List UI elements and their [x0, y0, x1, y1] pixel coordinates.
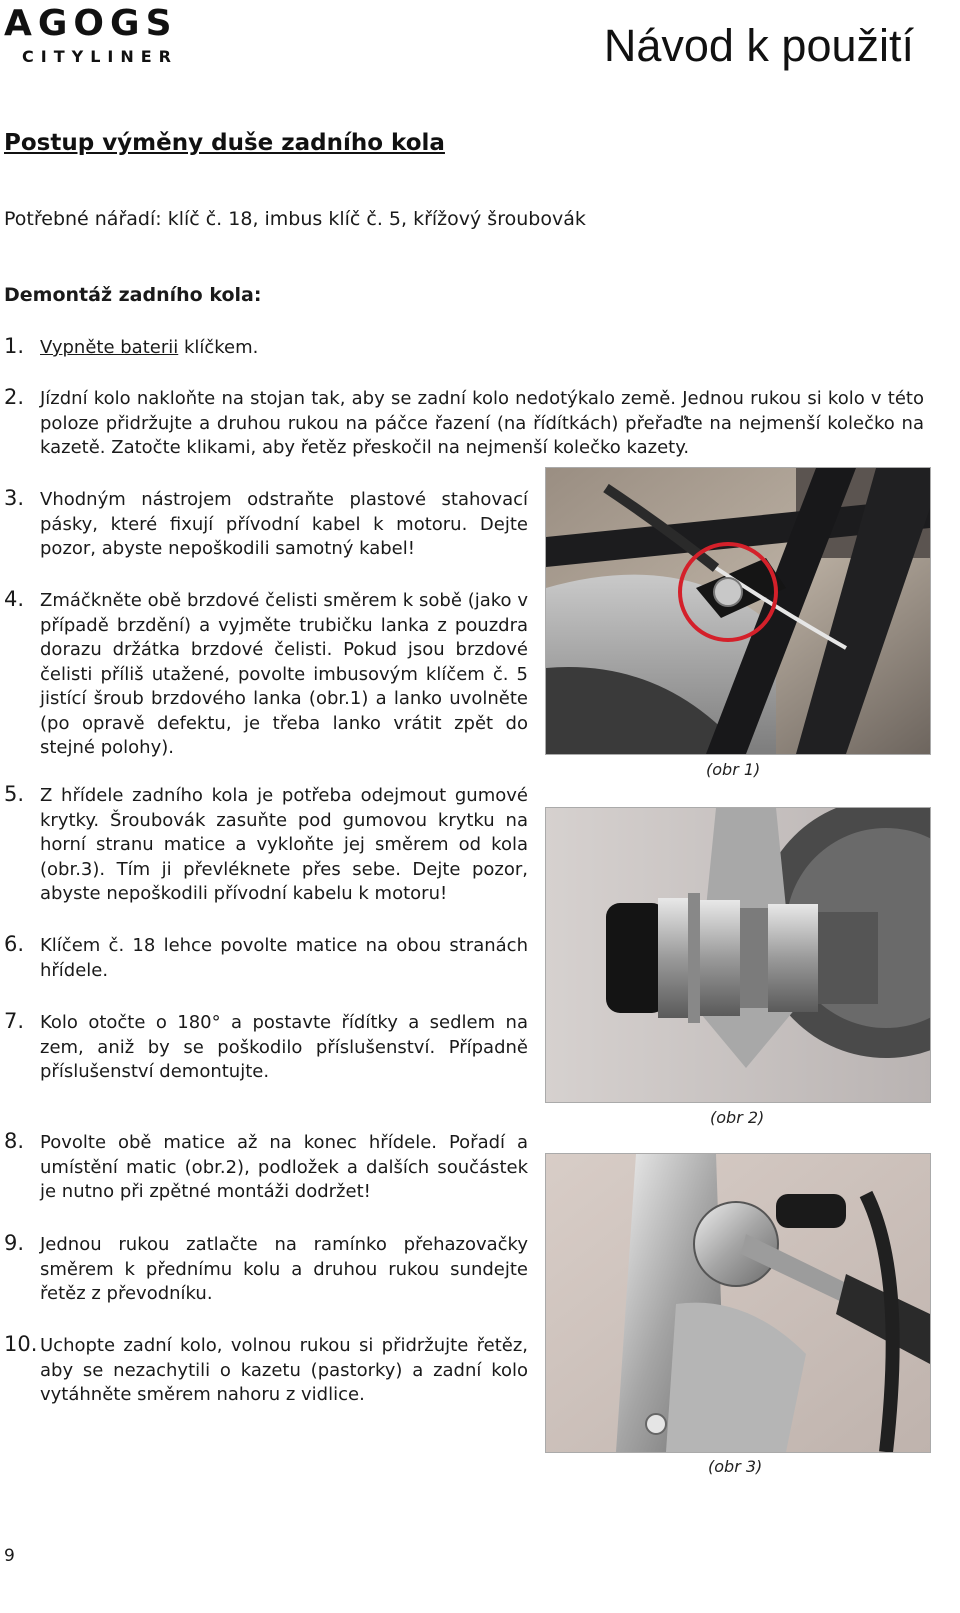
agogs-logo — [4, 3, 234, 68]
caption-fig2: (obr 2) — [710, 1108, 765, 1127]
photo-brake-cable — [545, 467, 931, 755]
step-6 — [4, 934, 528, 986]
step-text: Klíčem č. 18 lehce povolte matice na obou stranách hřídele. — [40, 935, 528, 981]
tools-needed: Potřebné nářadí: klíč č. 18, imbus klíč č. 5, křížový šroubovák — [4, 208, 586, 230]
page-number: 9 — [4, 1546, 15, 1566]
step-number: 2. — [4, 385, 25, 409]
step-number: 3. — [4, 486, 25, 510]
step-1 — [4, 336, 904, 362]
section-title: Postup výměny duše zadního kola — [4, 130, 445, 156]
step-text-rest: klíčkem. — [178, 337, 259, 358]
step-number: 8. — [4, 1129, 25, 1153]
step-5 — [4, 784, 528, 910]
step-9 — [4, 1233, 528, 1309]
rubber-cap-illustration — [546, 1154, 930, 1452]
step-3 — [4, 488, 528, 564]
step-text: Jízdní kolo nakloňte na stojan tak, aby se zadní kolo nedotýkalo země. Jednou rukou si kolo v této poloze přidržujte a druhou rukou na páčce řazení (na řídítkách) přeřaďte na nejmenší kolečko na kazetě. Zatočte klikami, aby řetěz přeskočil na nejmenší kolečko kazety. — [40, 388, 924, 458]
step-4 — [4, 589, 528, 765]
caption-fig1: (obr 1) — [706, 760, 761, 779]
step-text: Uchopte zadní kolo, volnou rukou si přidržujte řetěz, aby se nezachytili o kazetu (pastorky) a zadní kolo vytáhněte směrem nahoru z vidlice. — [40, 1335, 528, 1405]
step-text: Z hřídele zadního kola je potřeba odejmout gumové krytky. Šroubovák zasuňte pod gumovou krytku na horní stranu matice a vykloňte jej směrem od kola (obr.3). Tím ji převléknete přes sebe. Dejte pozor, abyste nepoškodili přívodní kabelu k motoru! — [40, 785, 528, 904]
step-number: 9. — [4, 1231, 25, 1255]
step-number: 5. — [4, 782, 25, 806]
brake-cable-illustration — [546, 468, 930, 754]
photo-axle-nuts — [545, 807, 931, 1103]
logo-main-text: AGOGS — [4, 3, 178, 44]
step-number: 7. — [4, 1009, 25, 1033]
step-7 — [4, 1011, 528, 1087]
axle-nuts-illustration — [546, 808, 930, 1102]
demontage-heading: Demontáž zadního kola: — [4, 284, 262, 306]
step-number: 10. — [4, 1332, 38, 1356]
step-text: Zmáčkněte obě brzdové čelisti směrem k sobě (jako v případě brzdění) a vyjměte trubičku lanka z pouzdra dorazu držátka brzdové čelisti. Pokud jsou brzdové čelisti příliš utažené, povolte imbusovým klíčem č. 5 jistící šroub brzdového lanka (obr.1) a lanko uvolněte (po opravě defektu, je třeba lanko vrátit zpět do stejné polohy). — [40, 590, 528, 758]
step-number: 6. — [4, 932, 25, 956]
step-text-underlined: Vypněte baterii — [40, 337, 179, 358]
step-number: 4. — [4, 587, 25, 611]
document-title: Návod k použití — [603, 20, 914, 71]
logo-sub-text: CITYLINER — [22, 47, 178, 66]
step-text: Kolo otočte o 180° a postavte řídítky a sedlem na zem, aniž by se poškodilo příslušenství. Případně příslušenství demontujte. — [40, 1012, 528, 1082]
step-number: 1. — [4, 334, 25, 358]
photo-rubber-cap — [545, 1153, 931, 1453]
step-text — [40, 336, 900, 361]
step-10 — [4, 1334, 528, 1410]
step-8 — [4, 1131, 528, 1207]
caption-fig3: (obr 3) — [708, 1457, 763, 1476]
step-2 — [4, 387, 924, 463]
step-text: Jednou rukou zatlačte na ramínko přehazovačky směrem k přednímu kolu a druhou rukou sundejte řetěz z převodníku. — [40, 1234, 528, 1304]
step-text: Povolte obě matice až na konec hřídele. Pořadí a umístění matic (obr.2), podložek a dalších součástek je nutno při zpětné montáži dodržet! — [40, 1132, 528, 1202]
step-text: Vhodným nástrojem odstraňte plastové stahovací pásky, které fixují přívodní kabel k motoru. Dejte pozor, abyste nepoškodili samotný kabel! — [40, 489, 528, 559]
